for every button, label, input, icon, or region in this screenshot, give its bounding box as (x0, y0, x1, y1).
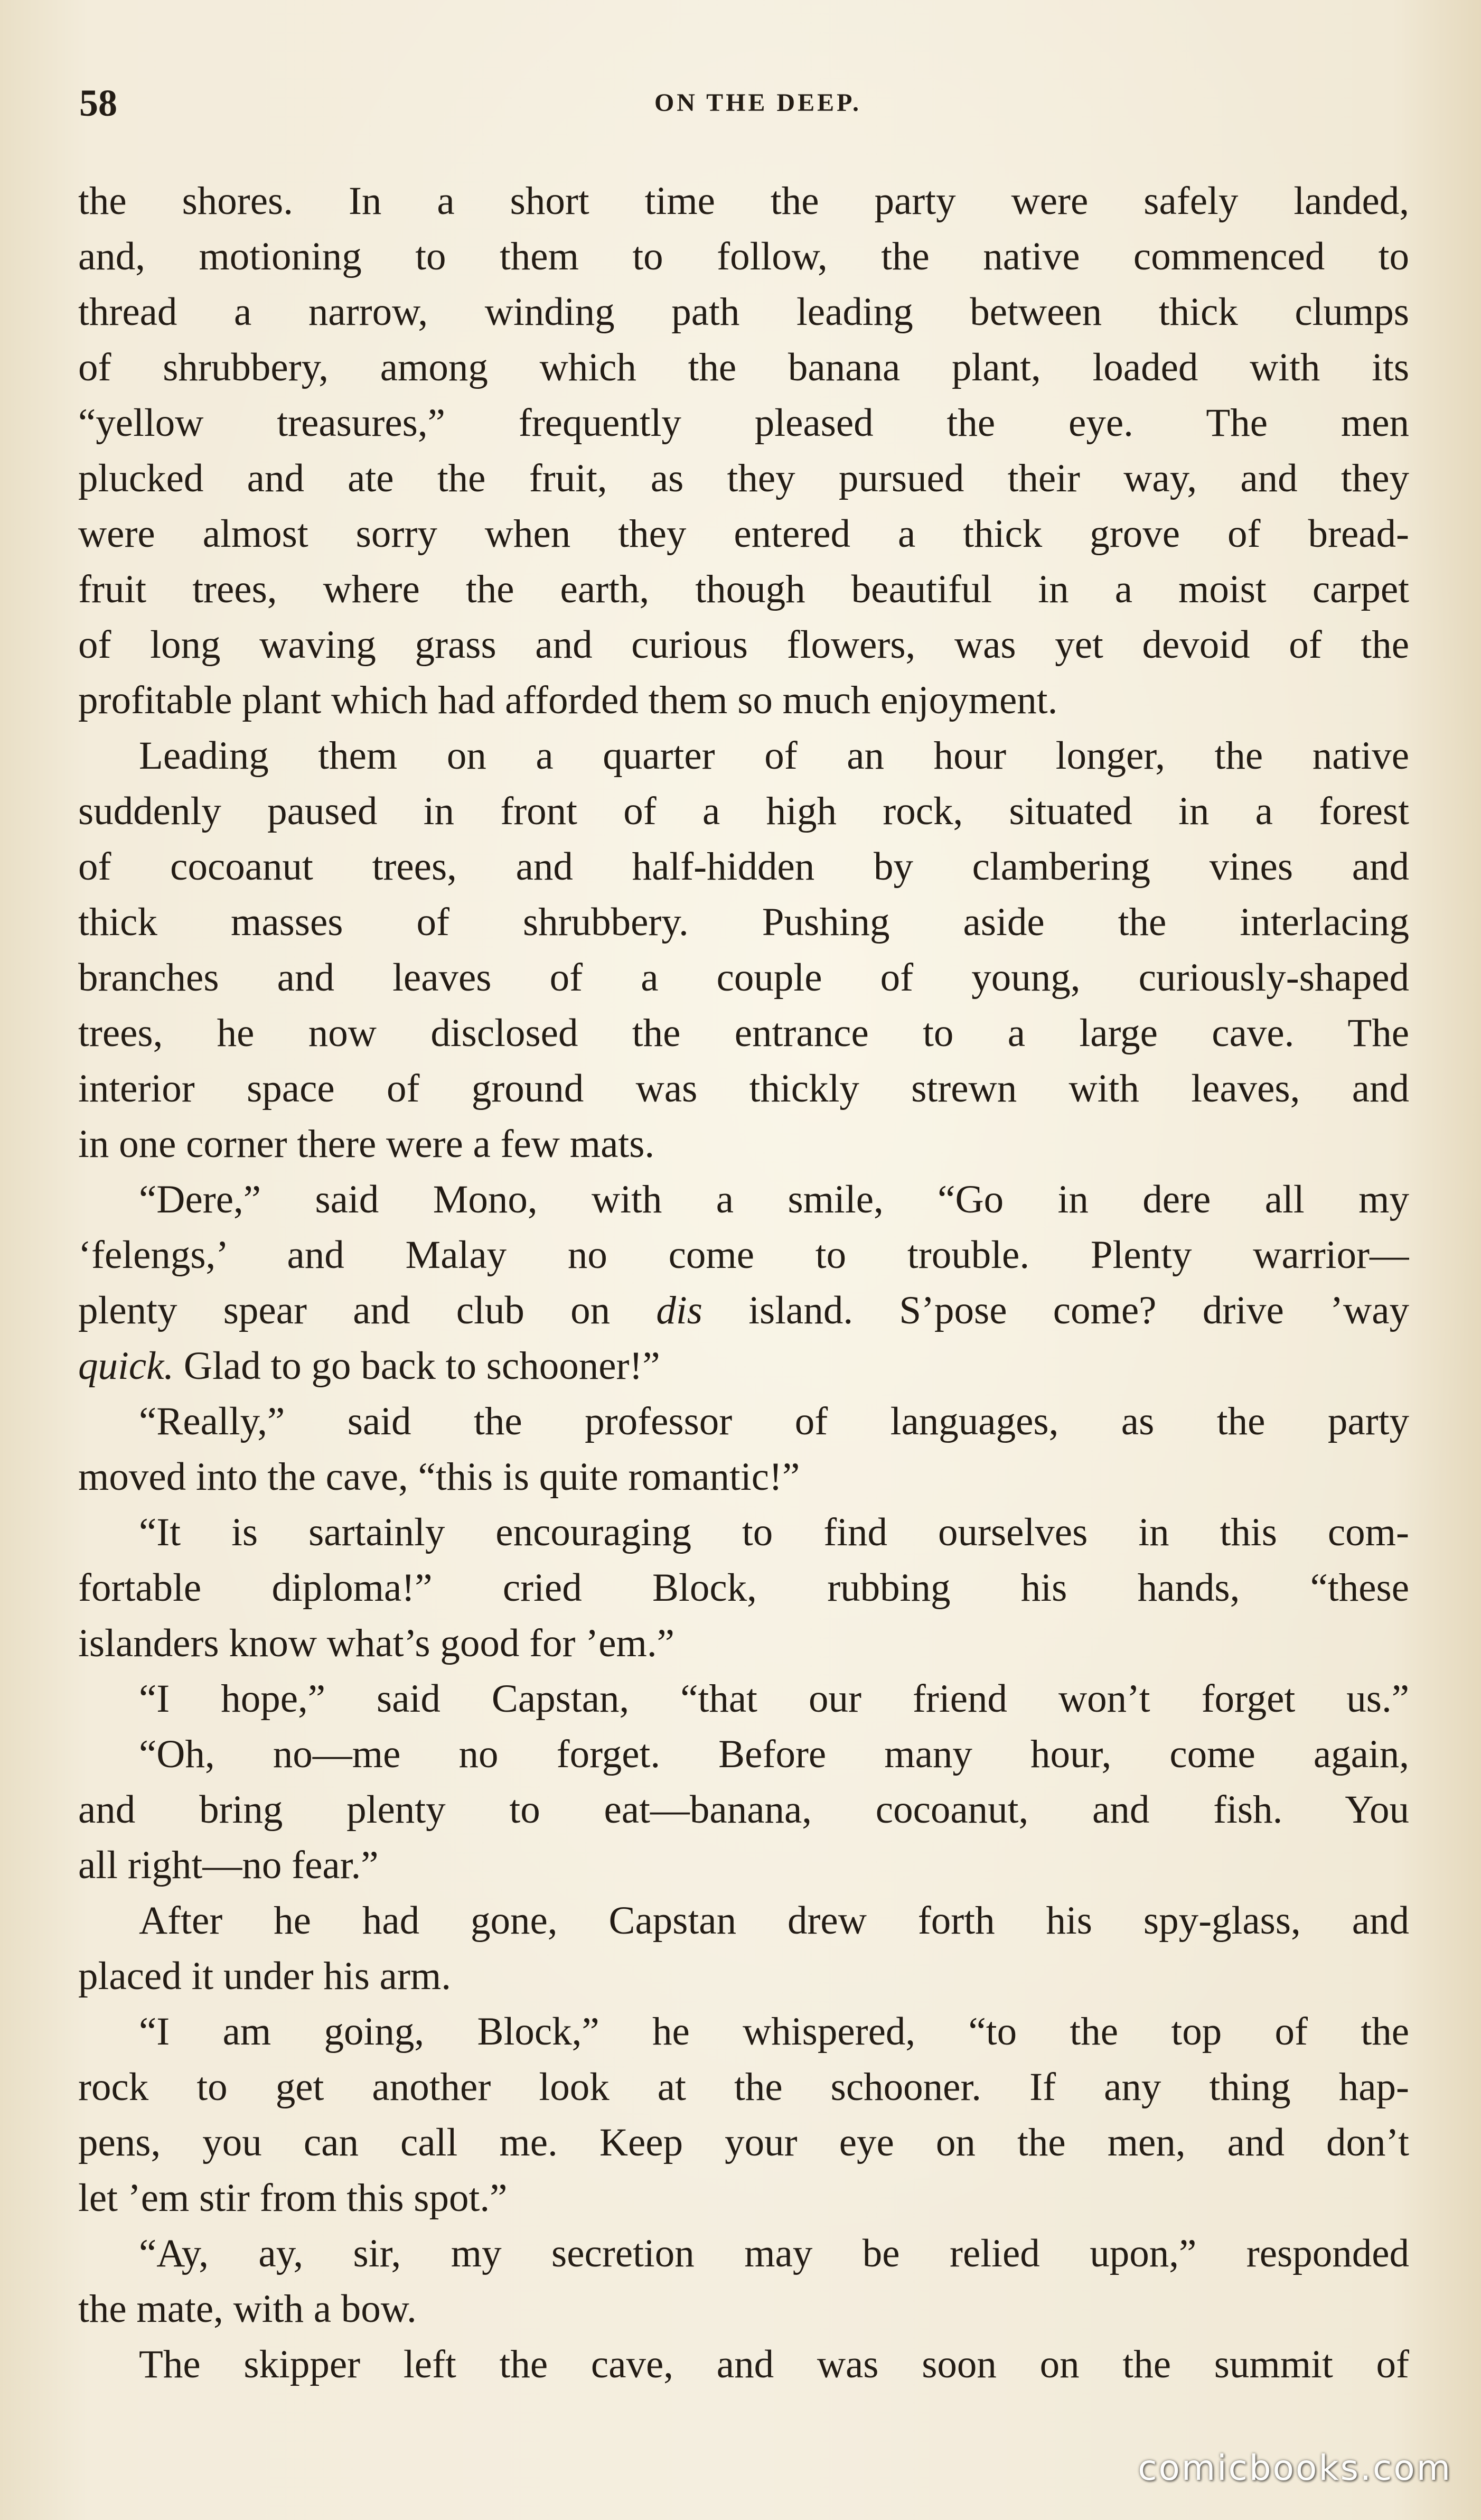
text-line: suddenly paused in front of a high rock, situated in a forest (78, 789, 1409, 833)
text-line: After he had gone, Capstan drew forth his spy-glass, and (139, 1899, 1409, 1943)
page-header (79, 74, 1416, 132)
text-line: profitable plant which had afforded them so much enjoyment. (78, 678, 1058, 722)
text-line: of shrubbery, among which the banana plant, loaded with its (78, 346, 1409, 389)
text-line: “Ay, ay, sir, my secretion may be relied upon,” responded (139, 2232, 1409, 2275)
text-line: The skipper left the cave, and was soon on the summit of (139, 2342, 1409, 2386)
text-line: “yellow treasures,” frequently pleased the eye. The men (78, 401, 1409, 445)
text-line: and, motioning to them to follow, the native commenced to (78, 235, 1409, 278)
text-segment: island. S’pose come? drive ’way (702, 1289, 1409, 1332)
text-segment: plenty spear and club on (78, 1289, 657, 1332)
text-line (78, 1283, 1409, 1338)
text-line: “It is sartainly encouraging to find ourselves in this com- (139, 1510, 1409, 1554)
text-line: pens, you can call me. Keep your eye on the men, and don’t (78, 2121, 1409, 2164)
text-segment: Glad to go back to schooner!” (174, 1344, 660, 1388)
running-head: ON THE DEEP. (654, 89, 862, 117)
text-line: plucked and ate the fruit, as they pursued their way, and they (78, 456, 1409, 500)
watermark-text: comicbooks.com (1138, 2448, 1452, 2488)
text-line: the mate, with a bow. (78, 2287, 417, 2331)
text-line: of cocoanut trees, and half-hidden by clambering vines and (78, 845, 1409, 889)
text-line: interior space of ground was thickly strewn with leaves, and (78, 1067, 1409, 1110)
text-line: “I am going, Block,” he whispered, “to the top of the (139, 2010, 1409, 2054)
text-line: rock to get another look at the schooner. If any thing hap- (78, 2065, 1409, 2109)
text-line: Leading them on a quarter of an hour longer, the native (139, 734, 1409, 778)
text-line (78, 1338, 1409, 1394)
italic-word: dis (656, 1289, 702, 1332)
text-line: “Oh, no—me no forget. Before many hour, come again, (139, 1732, 1409, 1776)
text-line: islanders know what’s good for ’em.” (78, 1621, 674, 1665)
text-line: branches and leaves of a couple of young, curiously-shaped (78, 956, 1409, 1000)
page-number: 58 (79, 82, 117, 124)
text-line: “I hope,” said Capstan, “that our friend won’t forget us.” (139, 1677, 1409, 1721)
text-line: all right—no fear.” (78, 1843, 379, 1887)
text-line: “Dere,” said Mono, with a smile, “Go in dere all my (139, 1178, 1409, 1221)
text-line: fortable diploma!” cried Block, rubbing his hands, “these (78, 1566, 1409, 1610)
text-line: ‘felengs,’ and Malay no come to trouble. Plenty warrior— (78, 1233, 1409, 1277)
italic-word: quick. (78, 1344, 174, 1388)
text-line: trees, he now disclosed the entrance to a large cave. The (78, 1011, 1409, 1055)
text-line: moved into the cave, “this is quite romantic!” (78, 1455, 800, 1499)
text-line: of long waving grass and curious flowers, was yet devoid of the (78, 623, 1409, 667)
text-line: and bring plenty to eat—banana, cocoanut, and fish. You (78, 1788, 1409, 1832)
text-line: thick masses of shrubbery. Pushing aside the interlacing (78, 900, 1409, 944)
text-line: thread a narrow, winding path leading between thick clumps (78, 290, 1409, 334)
text-line: the shores. In a short time the party were safely landed, (78, 179, 1409, 223)
text-line: fruit trees, where the earth, though beautiful in a moist carpet (78, 567, 1409, 611)
text-line: were almost sorry when they entered a thick grove of bread- (78, 512, 1409, 556)
body-text (78, 173, 1409, 2392)
text-line: placed it under his arm. (78, 1954, 452, 1998)
text-line: “Really,” said the professor of languages, as the party (139, 1399, 1409, 1443)
text-line: let ’em stir from this spot.” (78, 2176, 508, 2220)
text-line: in one corner there were a few mats. (78, 1122, 655, 1166)
